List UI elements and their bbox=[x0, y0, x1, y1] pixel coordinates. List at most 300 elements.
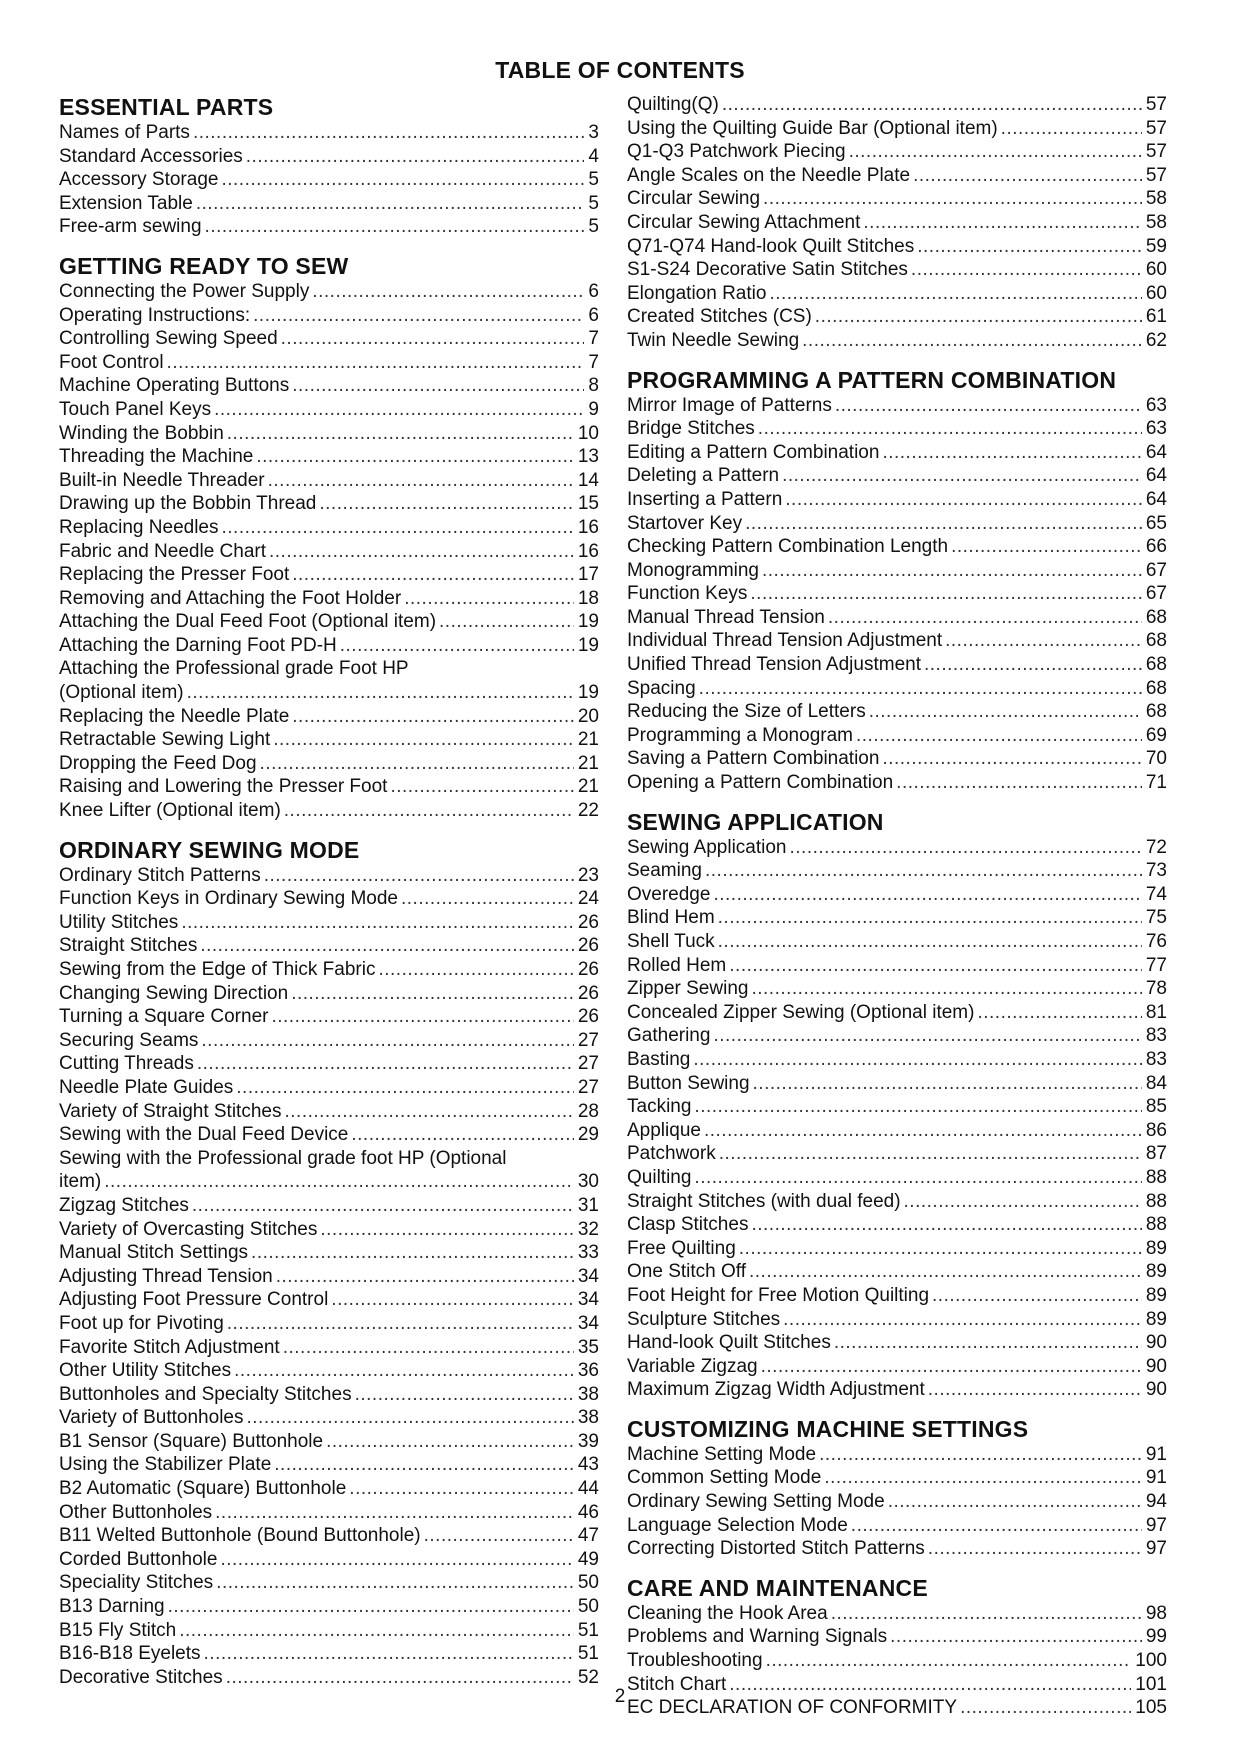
section-heading: CARE AND MAINTENANCE bbox=[627, 1574, 928, 1601]
toc-entry-page: 14 bbox=[577, 469, 599, 491]
toc-entry[interactable] bbox=[627, 977, 1167, 1001]
dot-leader bbox=[869, 700, 1142, 724]
toc-entry-page: 64 bbox=[1145, 488, 1167, 510]
toc-entry-title: Variety of Overcasting Stitches bbox=[59, 1218, 318, 1240]
toc-entry[interactable] bbox=[627, 394, 1167, 418]
toc-entry-page: 78 bbox=[1145, 978, 1167, 1000]
section-heading: ESSENTIAL PARTS bbox=[59, 94, 274, 120]
dot-leader bbox=[913, 164, 1142, 188]
toc-entry-page: 32 bbox=[577, 1218, 599, 1240]
toc-entry[interactable] bbox=[627, 629, 1167, 653]
toc-column-right bbox=[627, 93, 1167, 1720]
toc-entry-title: item) bbox=[59, 1171, 102, 1193]
dot-leader bbox=[167, 351, 585, 375]
toc-entry-page: 3 bbox=[588, 122, 599, 143]
dot-leader bbox=[1001, 117, 1142, 141]
dot-leader bbox=[193, 121, 584, 145]
toc-entry-page: 85 bbox=[1145, 1096, 1167, 1118]
toc-entry-title: Clasp Stitches bbox=[627, 1214, 749, 1236]
toc-entry[interactable] bbox=[59, 752, 599, 776]
toc-entry[interactable] bbox=[59, 563, 599, 587]
toc-entry[interactable] bbox=[627, 1190, 1167, 1214]
section-heading: GETTING READY TO SEW bbox=[59, 252, 349, 279]
toc-entry[interactable] bbox=[59, 1123, 599, 1147]
dot-leader bbox=[264, 864, 574, 888]
dot-leader bbox=[220, 1548, 573, 1572]
toc-entry-title: Needle Plate Guides bbox=[59, 1076, 234, 1098]
toc-entry[interactable] bbox=[627, 724, 1167, 748]
dot-leader bbox=[694, 1166, 1141, 1190]
toc-entry-title: Speciality Stitches bbox=[59, 1572, 214, 1594]
toc-entry[interactable] bbox=[59, 610, 599, 634]
toc-entry[interactable] bbox=[627, 1308, 1167, 1332]
toc-entry[interactable] bbox=[627, 1355, 1167, 1379]
toc-entry[interactable] bbox=[59, 887, 599, 911]
toc-entry-page: 60 bbox=[1145, 282, 1167, 304]
dot-leader bbox=[718, 930, 1142, 954]
toc-entry-page: 30 bbox=[577, 1171, 599, 1193]
toc-entry[interactable] bbox=[59, 1430, 599, 1454]
dot-leader bbox=[783, 1308, 1142, 1332]
dot-leader bbox=[196, 192, 585, 216]
toc-entry[interactable] bbox=[627, 140, 1167, 164]
toc-entry-page: 10 bbox=[577, 422, 599, 444]
toc-entry[interactable] bbox=[59, 1453, 599, 1477]
toc-entry[interactable] bbox=[627, 535, 1167, 559]
dot-leader bbox=[424, 1524, 574, 1548]
toc-entry-page: 90 bbox=[1145, 1332, 1167, 1354]
toc-entry[interactable] bbox=[627, 329, 1167, 353]
toc-entry[interactable] bbox=[627, 1024, 1167, 1048]
dot-leader bbox=[187, 681, 574, 705]
dot-leader bbox=[326, 1430, 574, 1454]
toc-entry-page: 51 bbox=[577, 1619, 599, 1641]
toc-entry-page: 100 bbox=[1135, 1650, 1167, 1672]
toc-column-left bbox=[59, 93, 599, 1689]
toc-entry[interactable] bbox=[59, 799, 599, 823]
dot-leader bbox=[802, 329, 1142, 353]
dot-leader bbox=[719, 1142, 1142, 1166]
toc-entry[interactable] bbox=[627, 211, 1167, 235]
dot-leader bbox=[790, 836, 1142, 860]
toc-entry[interactable] bbox=[59, 168, 599, 192]
page-number: 2 bbox=[614, 1686, 626, 1707]
toc-entry-title: Ordinary Stitch Patterns bbox=[59, 864, 261, 886]
toc-entry[interactable] bbox=[627, 117, 1167, 141]
toc-entry[interactable] bbox=[627, 1649, 1167, 1673]
toc-entry-title: Overedge bbox=[627, 883, 711, 905]
toc-entry[interactable] bbox=[627, 1095, 1167, 1119]
toc-entry-page: 91 bbox=[1145, 1443, 1167, 1465]
toc-entry-title: Blind Hem bbox=[627, 907, 715, 929]
toc-entry-title: Quilting bbox=[627, 1166, 692, 1188]
toc-entry-page: 57 bbox=[1145, 164, 1167, 186]
toc-entry[interactable] bbox=[627, 305, 1167, 329]
toc-entry-title: Replacing the Needle Plate bbox=[59, 705, 290, 727]
toc-entry[interactable] bbox=[627, 488, 1167, 512]
toc-entry-title: Decorative Stitches bbox=[59, 1666, 223, 1688]
toc-entry-page: 52 bbox=[577, 1666, 599, 1688]
toc-entry-page: 35 bbox=[577, 1336, 599, 1358]
toc-entry-title: Rolled Hem bbox=[627, 954, 727, 976]
section-heading: CUSTOMIZING MACHINE SETTINGS bbox=[627, 1415, 1029, 1442]
toc-entry-page: 7 bbox=[588, 328, 599, 350]
dot-leader bbox=[221, 168, 584, 192]
toc-entry[interactable] bbox=[59, 1571, 599, 1595]
toc-entry-title: Other Utility Stitches bbox=[59, 1360, 232, 1382]
toc-entry[interactable] bbox=[627, 954, 1167, 978]
dot-leader bbox=[932, 1284, 1142, 1308]
toc-entry[interactable] bbox=[59, 1005, 599, 1029]
toc-entry[interactable] bbox=[627, 1048, 1167, 1072]
toc-entry-title: Troubleshooting bbox=[627, 1650, 763, 1672]
toc-entry[interactable] bbox=[627, 1213, 1167, 1237]
toc-entry[interactable] bbox=[627, 93, 1167, 117]
toc-entry-page: 50 bbox=[577, 1596, 599, 1618]
dot-leader bbox=[349, 1477, 574, 1501]
toc-entry-title: Cleaning the Hook Area bbox=[627, 1602, 828, 1624]
page-title: TABLE OF CONTENTS bbox=[495, 57, 745, 83]
toc-entry[interactable] bbox=[59, 145, 599, 169]
toc-entry[interactable] bbox=[59, 681, 599, 705]
toc-entry-page: 39 bbox=[577, 1430, 599, 1452]
dot-leader bbox=[977, 1001, 1141, 1025]
dot-leader bbox=[292, 374, 584, 398]
dot-leader bbox=[856, 724, 1142, 748]
toc-entry[interactable] bbox=[627, 653, 1167, 677]
toc-entry-page: 89 bbox=[1145, 1284, 1167, 1306]
toc-entry-title: Removing and Attaching the Foot Holder bbox=[59, 587, 402, 609]
dot-leader bbox=[882, 441, 1141, 465]
toc-entry[interactable] bbox=[627, 559, 1167, 583]
toc-entry-page: 64 bbox=[1145, 465, 1167, 487]
toc-entry-title: Checking Pattern Combination Length bbox=[627, 536, 949, 558]
toc-entry-title: Q71-Q74 Hand-look Quilt Stitches bbox=[627, 235, 915, 257]
toc-entry[interactable] bbox=[627, 771, 1167, 795]
toc-entry-title-line: Sewing with the Professional grade foot HP (Optional bbox=[59, 1147, 507, 1169]
dot-leader bbox=[694, 1095, 1141, 1119]
dot-leader bbox=[246, 145, 585, 169]
toc-entry[interactable] bbox=[627, 1331, 1167, 1355]
toc-entry-title: Using the Stabilizer Plate bbox=[59, 1454, 272, 1476]
toc-entry-title: Function Keys bbox=[627, 583, 748, 605]
toc-entry[interactable] bbox=[59, 1100, 599, 1124]
toc-entry-page: 51 bbox=[577, 1643, 599, 1665]
toc-entry-title: Basting bbox=[627, 1048, 691, 1070]
toc-entry[interactable] bbox=[59, 1524, 599, 1548]
toc-entry[interactable] bbox=[627, 417, 1167, 441]
toc-entry-page: 91 bbox=[1145, 1467, 1167, 1489]
dot-leader bbox=[236, 1076, 574, 1100]
toc-entry-page: 26 bbox=[577, 911, 599, 933]
toc-entry-title: Drawing up the Bobbin Thread bbox=[59, 493, 317, 515]
toc-entry[interactable] bbox=[59, 587, 599, 611]
toc-entry-title: Straight Stitches bbox=[59, 935, 198, 957]
toc-entry[interactable] bbox=[627, 606, 1167, 630]
toc-entry-page: 5 bbox=[588, 169, 599, 191]
toc-entry-page: 23 bbox=[577, 864, 599, 886]
toc-entry[interactable] bbox=[627, 1001, 1167, 1025]
toc-entry-page: 43 bbox=[577, 1454, 599, 1476]
toc-entry-page: 67 bbox=[1145, 559, 1167, 581]
toc-entry[interactable] bbox=[59, 934, 599, 958]
toc-entry[interactable] bbox=[59, 540, 599, 564]
toc-entry-title: Unified Thread Tension Adjustment bbox=[627, 654, 921, 676]
toc-entry-title: Deleting a Pattern bbox=[627, 465, 780, 487]
toc-entry-page: 34 bbox=[577, 1289, 599, 1311]
toc-entry-title: B2 Automatic (Square) Buttonhole bbox=[59, 1478, 347, 1500]
toc-entry-title: Securing Seams bbox=[59, 1029, 199, 1051]
toc-entry[interactable] bbox=[627, 930, 1167, 954]
dot-leader bbox=[718, 906, 1142, 930]
toc-entry-title: Using the Quilting Guide Bar (Optional item) bbox=[627, 117, 998, 139]
toc-entry[interactable] bbox=[59, 982, 599, 1006]
toc-entry[interactable] bbox=[59, 1359, 599, 1383]
toc-entry[interactable] bbox=[59, 304, 599, 328]
dot-leader bbox=[699, 677, 1142, 701]
toc-entry-title: Problems and Warning Signals bbox=[627, 1626, 888, 1648]
toc-entry[interactable] bbox=[59, 215, 599, 239]
toc-entry[interactable] bbox=[627, 258, 1167, 282]
toc-entry[interactable] bbox=[59, 1288, 599, 1312]
toc-entry[interactable] bbox=[59, 1477, 599, 1501]
dot-leader bbox=[924, 653, 1142, 677]
toc-entry-title: B13 Darning bbox=[59, 1596, 165, 1618]
toc-entry-page: 22 bbox=[577, 800, 599, 822]
toc-entry-title: Opening a Pattern Combination bbox=[627, 772, 894, 794]
toc-entry-page: 81 bbox=[1145, 1001, 1167, 1023]
toc-entry[interactable] bbox=[627, 1514, 1167, 1538]
toc-entry[interactable] bbox=[59, 1076, 599, 1100]
toc-entry[interactable] bbox=[627, 1284, 1167, 1308]
dot-leader bbox=[260, 752, 574, 776]
toc-entry[interactable] bbox=[627, 836, 1167, 860]
toc-entry-title: Hand-look Quilt Stitches bbox=[627, 1332, 831, 1354]
toc-entry[interactable] bbox=[627, 164, 1167, 188]
toc-entry-page: 27 bbox=[577, 1029, 599, 1051]
toc-entry[interactable] bbox=[59, 1642, 599, 1666]
toc-entry-title: Common Setting Mode bbox=[627, 1467, 822, 1489]
toc-entry-title: B1 Sensor (Square) Buttonhole bbox=[59, 1430, 324, 1452]
toc-entry-page: 68 bbox=[1145, 606, 1167, 628]
toc-entry[interactable] bbox=[59, 1406, 599, 1430]
toc-entry-page: 72 bbox=[1145, 836, 1167, 858]
toc-entry[interactable] bbox=[627, 1260, 1167, 1284]
toc-entry[interactable] bbox=[627, 582, 1167, 606]
toc-entry[interactable] bbox=[627, 1166, 1167, 1190]
toc-entry[interactable] bbox=[59, 1501, 599, 1525]
dot-leader bbox=[227, 1312, 574, 1336]
toc-entry-title: Controlling Sewing Speed bbox=[59, 328, 278, 350]
toc-entry[interactable] bbox=[59, 705, 599, 729]
dot-leader bbox=[292, 705, 574, 729]
dot-leader bbox=[204, 1642, 574, 1666]
toc-entry-page: 21 bbox=[577, 729, 599, 751]
toc-entry[interactable] bbox=[627, 1490, 1167, 1514]
dot-leader bbox=[351, 1123, 573, 1147]
toc-entry-page: 84 bbox=[1145, 1072, 1167, 1094]
toc-entry[interactable] bbox=[59, 1336, 599, 1360]
toc-entry-page: 99 bbox=[1145, 1626, 1167, 1648]
dot-leader bbox=[104, 1170, 574, 1194]
toc-entry[interactable] bbox=[59, 327, 599, 351]
toc-entry[interactable] bbox=[627, 1378, 1167, 1402]
toc-entry-title: Button Sewing bbox=[627, 1072, 750, 1094]
dot-leader bbox=[835, 394, 1142, 418]
toc-entry[interactable] bbox=[59, 1595, 599, 1619]
toc-entry[interactable] bbox=[59, 728, 599, 752]
dot-leader bbox=[785, 488, 1142, 512]
toc-entry[interactable] bbox=[59, 192, 599, 216]
dot-leader bbox=[863, 211, 1141, 235]
toc-entry[interactable] bbox=[59, 1170, 599, 1194]
toc-entry-title: S1-S24 Decorative Satin Stitches bbox=[627, 259, 908, 281]
toc-entry[interactable] bbox=[59, 469, 599, 493]
dot-leader bbox=[256, 445, 574, 469]
toc-entry[interactable] bbox=[627, 1443, 1167, 1467]
dot-leader bbox=[179, 1619, 574, 1643]
toc-entry[interactable] bbox=[627, 700, 1167, 724]
toc-entry-title: Buttonholes and Specialty Stitches bbox=[59, 1383, 352, 1405]
toc-entry[interactable] bbox=[627, 1072, 1167, 1096]
toc-entry[interactable] bbox=[59, 1312, 599, 1336]
toc-entry[interactable] bbox=[59, 422, 599, 446]
toc-entry[interactable] bbox=[627, 1119, 1167, 1143]
toc-entry[interactable] bbox=[627, 441, 1167, 465]
dot-leader bbox=[713, 883, 1141, 907]
toc-entry-page: 98 bbox=[1145, 1602, 1167, 1624]
dot-leader bbox=[888, 1490, 1142, 1514]
toc-entry-page: 28 bbox=[577, 1100, 599, 1122]
toc-entry-title: Utility Stitches bbox=[59, 911, 179, 933]
toc-entry-page: 9 bbox=[588, 398, 599, 420]
toc-entry-title: Favorite Stitch Adjustment bbox=[59, 1336, 280, 1358]
toc-entry-page: 105 bbox=[1135, 1697, 1167, 1719]
toc-entry[interactable] bbox=[59, 280, 599, 304]
toc-entry-title: Editing a Pattern Combination bbox=[627, 441, 880, 463]
dot-leader bbox=[378, 958, 573, 982]
toc-entry[interactable] bbox=[627, 512, 1167, 536]
toc-entry-title: Free Quilting bbox=[627, 1237, 736, 1259]
dot-leader bbox=[828, 606, 1142, 630]
toc-entry-page: 60 bbox=[1145, 259, 1167, 281]
toc-entry[interactable] bbox=[627, 677, 1167, 701]
toc-entry[interactable] bbox=[627, 1237, 1167, 1261]
toc-entry-page: 19 bbox=[577, 611, 599, 633]
toc-entry-page: 26 bbox=[577, 935, 599, 957]
toc-entry-page: 47 bbox=[577, 1525, 599, 1547]
dot-leader bbox=[200, 934, 574, 958]
toc-entry[interactable] bbox=[59, 634, 599, 658]
toc-entry-title: Threading the Machine bbox=[59, 446, 254, 468]
dot-leader bbox=[749, 1260, 1142, 1284]
toc-entry[interactable] bbox=[627, 464, 1167, 488]
dot-leader bbox=[331, 1288, 574, 1312]
toc-entry[interactable] bbox=[627, 235, 1167, 259]
dot-leader bbox=[751, 1213, 1141, 1237]
toc-entry[interactable] bbox=[627, 1537, 1167, 1561]
toc-entry-page: 68 bbox=[1145, 701, 1167, 723]
toc-entry-page: 75 bbox=[1145, 907, 1167, 929]
toc-entry-page: 94 bbox=[1145, 1491, 1167, 1513]
toc-entry[interactable] bbox=[59, 516, 599, 540]
dot-leader bbox=[401, 887, 574, 911]
toc-entry[interactable] bbox=[627, 883, 1167, 907]
toc-entry-page: 5 bbox=[588, 192, 599, 214]
toc-entry-title: Language Selection Mode bbox=[627, 1514, 848, 1536]
toc-entry[interactable] bbox=[59, 445, 599, 469]
toc-entry[interactable] bbox=[627, 1602, 1167, 1626]
toc-entry[interactable] bbox=[59, 374, 599, 398]
toc-entry[interactable] bbox=[59, 1218, 599, 1242]
toc-entry[interactable] bbox=[59, 121, 599, 145]
toc-entry[interactable] bbox=[627, 1142, 1167, 1166]
toc-entry[interactable] bbox=[59, 398, 599, 422]
toc-entry[interactable] bbox=[627, 1466, 1167, 1490]
toc-entry[interactable] bbox=[627, 282, 1167, 306]
dot-leader bbox=[834, 1331, 1142, 1355]
toc-entry[interactable] bbox=[59, 1619, 599, 1643]
toc-entry[interactable] bbox=[59, 1241, 599, 1265]
toc-entry-title: Foot Control bbox=[59, 351, 164, 373]
toc-entry-title: Function Keys in Ordinary Sewing Mode bbox=[59, 888, 398, 910]
toc-entry-page: 76 bbox=[1145, 931, 1167, 952]
toc-entry[interactable] bbox=[59, 1029, 599, 1053]
toc-entry-title: EC DECLARATION OF CONFORMITY bbox=[627, 1697, 958, 1719]
toc-entry-page: 26 bbox=[577, 1006, 599, 1028]
dot-leader bbox=[274, 1453, 574, 1477]
toc-entry[interactable] bbox=[59, 958, 599, 982]
toc-entry[interactable] bbox=[59, 1548, 599, 1572]
toc-entry-title: Free-arm sewing bbox=[59, 216, 202, 238]
dot-leader bbox=[763, 187, 1142, 211]
toc-entry-page: 6 bbox=[588, 280, 599, 302]
toc-entry[interactable] bbox=[59, 1265, 599, 1289]
toc-entry[interactable] bbox=[627, 1625, 1167, 1649]
dot-leader bbox=[705, 859, 1142, 883]
toc-entry-page: 63 bbox=[1145, 418, 1167, 440]
toc-entry[interactable] bbox=[627, 859, 1167, 883]
toc-entry[interactable] bbox=[59, 1052, 599, 1076]
toc-entry[interactable] bbox=[59, 492, 599, 516]
toc-entry[interactable] bbox=[59, 351, 599, 375]
toc-entry-title: B11 Welted Buttonhole (Bound Buttonhole) bbox=[59, 1525, 421, 1547]
toc-entry-page: 8 bbox=[588, 375, 599, 397]
toc-entry[interactable] bbox=[627, 747, 1167, 771]
toc-entry[interactable] bbox=[627, 906, 1167, 930]
toc-entry-title: Machine Operating Buttons bbox=[59, 375, 290, 397]
toc-entry-title: Turning a Square Corner bbox=[59, 1006, 269, 1028]
toc-entry-page: 58 bbox=[1145, 211, 1167, 233]
toc-entry[interactable] bbox=[59, 864, 599, 888]
toc-entry[interactable] bbox=[59, 1383, 599, 1407]
dot-leader bbox=[831, 1602, 1142, 1626]
toc-entry-page: 36 bbox=[577, 1360, 599, 1382]
toc-entry[interactable] bbox=[59, 1194, 599, 1218]
toc-entry-page: 17 bbox=[577, 564, 599, 586]
toc-entry-title: Stitch Chart bbox=[627, 1673, 727, 1695]
toc-entry[interactable] bbox=[59, 775, 599, 799]
dot-leader bbox=[693, 1048, 1141, 1072]
toc-entry[interactable] bbox=[59, 911, 599, 935]
dot-leader bbox=[283, 1336, 574, 1360]
dot-leader bbox=[276, 1265, 574, 1289]
toc-entry[interactable] bbox=[627, 187, 1167, 211]
toc-entry-title: Attaching the Dual Feed Foot (Optional item) bbox=[59, 611, 437, 633]
toc-entry-title: Sculpture Stitches bbox=[627, 1308, 781, 1330]
toc-entry-page: 65 bbox=[1145, 512, 1167, 534]
toc-entry-title: Startover Key bbox=[627, 512, 743, 534]
